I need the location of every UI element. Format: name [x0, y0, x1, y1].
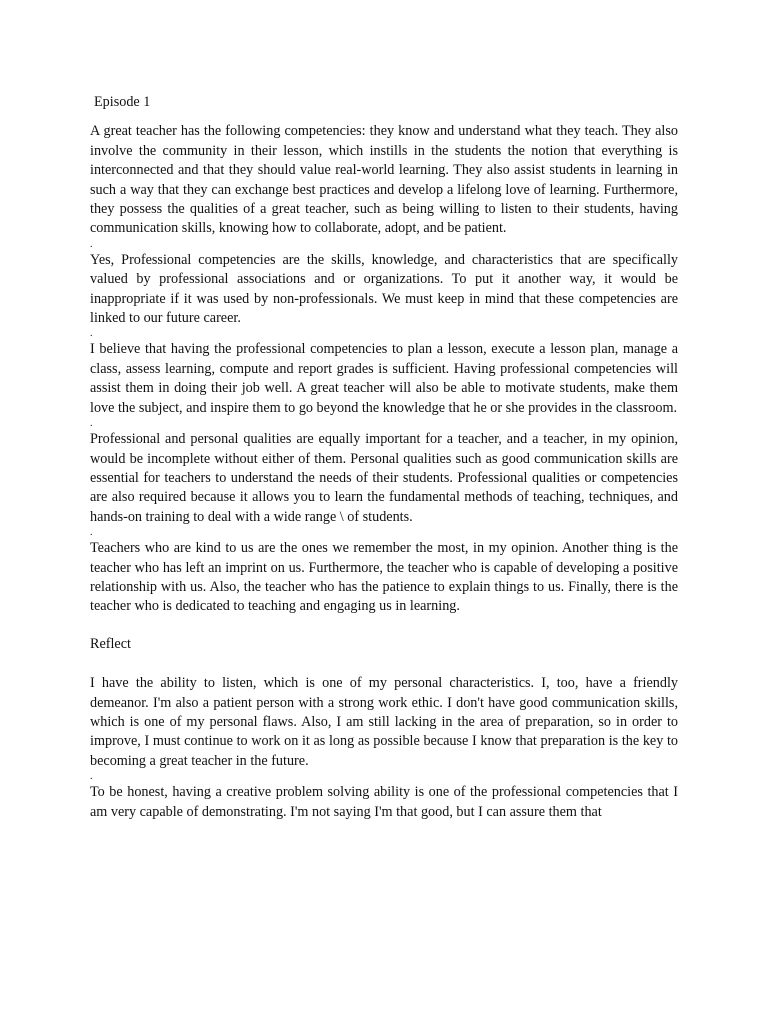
- paragraph-memorable-teachers: Teachers who are kind to us are the ones we remember the most, in my opinion. Another thing is the teacher who has left an imprint on us. Furthermore, the teacher who is capable of developing a positive relationship with us. Also, the teacher who has the patience to explain things to us. Finally, there is the teacher who is dedicated to teaching and engaging us in learning.: [90, 540, 678, 615]
- paragraph-personal-qualities: Professional and personal qualities are equally important for a teacher, and a teacher, in my opinion, would be incomplete without either of them. Personal qualities such as good communication skills are essential for teachers to understand the needs of their students. Professional qualities or competencies are also required because it allows you to learn the fundamental methods of teaching, techniques, and hands-on training to deal with a wide range \ of students.: [90, 431, 678, 525]
- separator-dot: .: [90, 328, 93, 340]
- episode-title: Episode 1: [94, 94, 151, 110]
- document-page: [90, 93, 678, 822]
- paragraph-competencies: A great teacher has the following competencies: they know and understand what they teach. They also involve the community in their lesson, which instills in the students the notion that everything is interconnected and that they should value real-world learning. They also assist students in learning in such a way that they can exchange best practices and develop a lifelong love of learning. Furthermore, they possess the qualities of a great teacher, such as being willing to listen to their students, having communication skills, knowing how to collaborate, adopt, and be patient.: [90, 123, 678, 237]
- paragraph-lesson-planning: I believe that having the professional competencies to plan a lesson, execute a lesson plan, manage a class, assess learning, compute and report grades is sufficient. Having professional competencies will assist them in doing their job well. A great teacher will also be able to motivate students, make them love the subject, and inspire them to go beyond the knowledge that he or she provides in the classroom.: [90, 341, 678, 416]
- separator-dot: .: [90, 418, 93, 430]
- paragraph-problem-solving: To be honest, having a creative problem solving ability is one of the professional competencies that I am very capable of demonstrating. I'm not saying I'm that good, but I can assure them that: [90, 784, 678, 820]
- paragraph-personal-characteristics: I have the ability to listen, which is one of my personal characteristics. I, too, have a friendly demeanor. I'm also a patient person with a strong work ethic. I don't have good communication skills, which is one of my personal flaws. Also, I am still lacking in the area of preparation, so in order to improve, I must continue to work on it as long as possible because I know that preparation is the key to becoming a great teacher in the future.: [90, 675, 678, 769]
- separator-dot: .: [90, 771, 93, 783]
- separator-dot: .: [90, 238, 93, 250]
- paragraph-professional-competencies: Yes, Professional competencies are the skills, knowledge, and characteristics that are specifically valued by professional associations and or organizations. To put it another way, it would be inappropriate if it was used by non-professionals. We must keep in mind that these competencies are linked to our future career.: [90, 251, 678, 327]
- reflect-title: Reflect: [90, 635, 131, 652]
- separator-dot: .: [90, 527, 93, 539]
